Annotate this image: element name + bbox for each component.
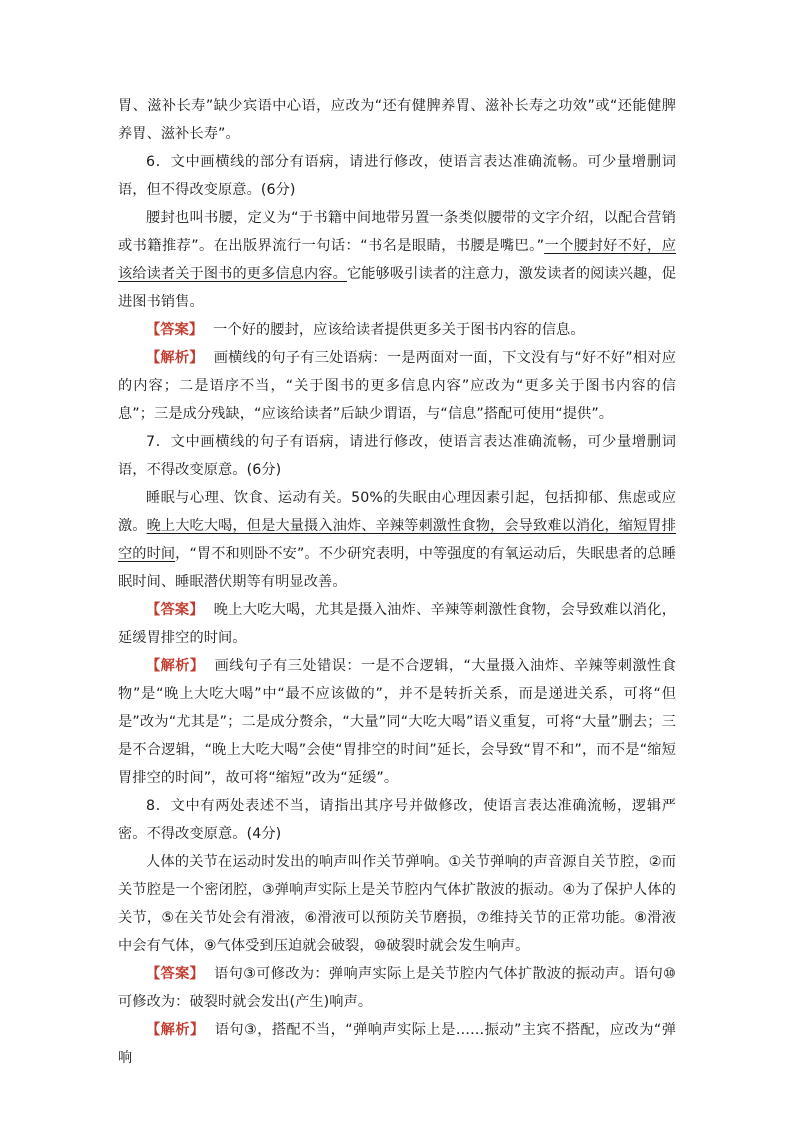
q6-analysis-text: 画横线的句子有三处语病：一是两面对一面，下文没有与“好不好”相对应的内容；二是语序不当，“关于图书的更多信息内容”应改为“更多关于图书内容的信息”；三是成分残缺，“应该给读者”后缺少谓语，与“信息”搭配可使用“提供”。 xyxy=(118,350,676,422)
q6-answer xyxy=(118,316,676,344)
answer-tag: 【答案】 xyxy=(146,602,204,618)
q8-passage: 人体的关节在运动时发出的响声叫作关节弹响。①关节弹响的声音源自关节腔，②而关节腔是一个密闭腔，③弹响声实际上是关节腔内气体扩散波的振动。④为了保护人体的关节，⑤在关节处会有滑液，⑥滑液可以预防关节磨损，⑦维持关节的正常功能。⑧滑液中会有气体，⑨气体受到压迫就会破裂，⑩破裂时就会发生响声。 xyxy=(118,854,676,954)
q6-passage xyxy=(118,204,676,316)
q7-analysis-text: 画线句子有三处错误：一是不合逻辑，“大量摄入油炸、辛辣等刺激性食物”是“晚上大吃大喝”中“最不应该做的”，并不是转折关系，而是递进关系，可将“但是”改为“尤其是”；二是成分赘余，“大量”同“大吃大喝”语义重复，可将“大量”删去；三是不合逻辑，“晚上大吃大喝”会使“胃排空的时间”延长，会导致“胃不和”，而不是“缩短胃排空的时间”，故可将“缩短”改为“延缓”。 xyxy=(118,658,676,786)
q7-underlined-sentence: 晚上大吃大喝，但是大量摄入油炸、辛辣等刺激性食物，会导致难以消化，缩短胃排空的时间 xyxy=(118,518,677,562)
q7-answer xyxy=(118,596,676,652)
q6-answer-text: 一个好的腰封，应该给读者提供更多关于图书内容的信息。 xyxy=(213,322,585,338)
analysis-tag: 【解析】 xyxy=(146,350,204,366)
q6-analysis xyxy=(118,344,676,428)
document-body xyxy=(118,92,676,1072)
q6-passage-post: 它能够吸引读者的注意力，激发读者的阅读兴趣，促进图书销售。 xyxy=(118,266,676,310)
continued-analysis: 胃、滋补长寿”缺少宾语中心语，应改为“还有健脾养胃、滋补长寿之功效”或“还能健脾养胃、滋补长寿”。 xyxy=(118,98,676,142)
q8-answer xyxy=(118,960,676,1016)
q7-passage-post: ，“胃不和则卧不安”。不少研究表明，中等强度的有氧运动后，失眠患者的总睡眠时间、睡眠潜伏期等有明显改善。 xyxy=(118,546,676,590)
answer-tag: 【答案】 xyxy=(146,322,204,338)
analysis-tag: 【解析】 xyxy=(146,658,205,674)
q7-answer-text: 晚上大吃大喝，尤其是摄入油炸、辛辣等刺激性食物，会导致难以消化，延缓胃排空的时间。 xyxy=(118,602,676,646)
question-8: 8．文中有两处表述不当，请指出其序号并做修改，使语言表达准确流畅，逻辑严密。不得改变原意。(4分) xyxy=(118,798,676,842)
answer-tag: 【答案】 xyxy=(146,966,205,982)
q7-passage-pre: 睡眠与心理、饮食、运动有关。50%的失眠由心理因素引起，包括抑郁、焦虑或应激。 xyxy=(118,490,676,534)
q8-analysis-text: 语句③，搭配不当，“弹响声实际上是……振动”主宾不搭配，应改为“弹响 xyxy=(118,1022,677,1066)
q6-underlined-sentence: 一个腰封好不好，应该给读者关于图书的更多信息内容。 xyxy=(118,238,676,282)
question-7: 7．文中画横线的句子有语病，请进行修改，使语言表达准确流畅，可少量增删词语，不得改变原意。(6分) xyxy=(118,434,676,478)
q7-passage xyxy=(118,484,676,596)
question-6: 6．文中画横线的部分有语病，请进行修改，使语言表达准确流畅。可少量增删词语，但不得改变原意。(6分) xyxy=(118,154,676,198)
q8-answer-text: 语句③可修改为：弹响声实际上是关节腔内气体扩散波的振动声。语句⑩可修改为：破裂时就会发出(产生)响声。 xyxy=(118,966,677,1010)
q7-analysis xyxy=(118,652,676,792)
q8-analysis xyxy=(118,1016,676,1072)
q6-passage-pre: 腰封也叫书腰，定义为“于书籍中间地带另置一条类似腰带的文字介绍，以配合营销或书籍推荐”。在出版界流行一句话：“书名是眼睛，书腰是嘴巴。” xyxy=(118,210,676,254)
analysis-tag: 【解析】 xyxy=(146,1022,205,1038)
